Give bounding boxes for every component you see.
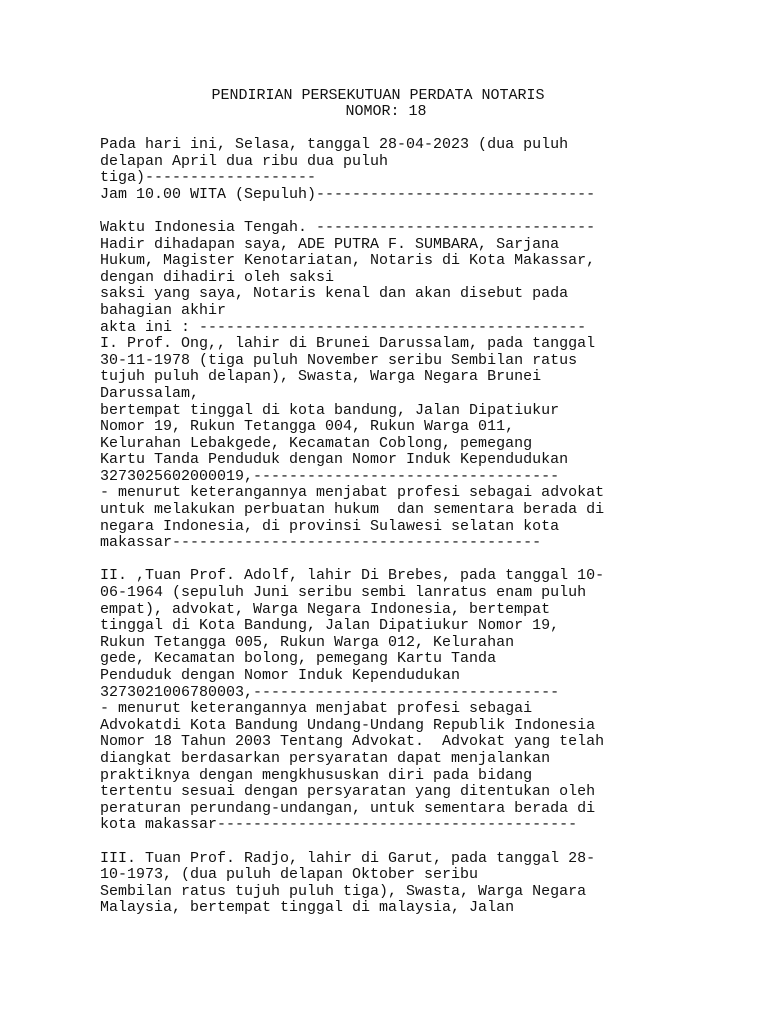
text-line: makassar----------------------------------------- [100, 534, 542, 552]
text-line: Kartu Tanda Penduduk dengan Nomor Induk Kependudukan [100, 451, 569, 469]
text-line: Nomor 19, Rukun Tetangga 004, Rukun Warga 011, [100, 418, 515, 436]
text-line: - menurut keterangannya menjabat profesi sebagai [100, 700, 533, 718]
document-number: NOMOR: 18 [345, 103, 427, 120]
text-line: Nomor 18 Tahun 2003 Tentang Advokat. Advokat yang telah [100, 733, 605, 751]
text-line: Hadir dihadapan saya, ADE PUTRA F. SUMBARA, Sarjana [100, 235, 560, 253]
text-line: III. Tuan Prof. Radjo, lahir di Garut, pada tanggal 28- [100, 849, 596, 867]
text-line: empat), advokat, Warga Negara Indonesia, bertempat [100, 600, 551, 618]
text-line: untuk melakukan perbuatan hukum dan sementara berada di [100, 501, 605, 519]
blank-line [100, 552, 760, 569]
text-line: Pada hari ini, Selasa, tanggal 28-04-2023 (dua puluh [100, 136, 569, 153]
text-line: bertempat tinggal di kota bandung, Jalan Dipatiukur [100, 401, 560, 419]
text-line: saksi yang saya, Notaris kenal dan akan disebut pada [100, 285, 569, 303]
text-line: 3273025602000019,---------------------------------- [100, 467, 560, 485]
text-line: negara Indonesia, di provinsi Sulawesi selatan kota [100, 517, 560, 535]
text-line: Kelurahan Lebakgede, Kecamatan Coblong, pemegang [100, 434, 533, 452]
text-line: Darussalam, [100, 384, 200, 402]
text-line: Advokatdi Kota Bandung Undang-Undang Republik Indonesia [100, 716, 596, 734]
text-line: akta ini : ------------------------------------------- [100, 318, 587, 336]
text-line: Malaysia, bertempat tinggal di malaysia, Jalan [100, 899, 515, 917]
text-line: dengan dihadiri oleh saksi [100, 268, 335, 286]
text-line: - menurut keterangannya menjabat profesi sebagai advokat [100, 484, 605, 502]
text-line: delapan April dua ribu dua puluh [100, 152, 389, 170]
text-line: Sembilan ratus tujuh puluh tiga), Swasta, Warga Negara [100, 882, 587, 900]
text-line: praktiknya dengan mengkhususkan diri pada bidang [100, 766, 533, 784]
document-body [100, 137, 760, 917]
text-line: Penduduk dengan Nomor Induk Kependudukan [100, 667, 461, 684]
text-line: diangkat berdasarkan persyaratan dapat menjalankan [100, 749, 551, 767]
text-line: 30-11-1978 (tiga puluh November seribu Sembilan ratus [100, 351, 578, 369]
text-line: bahagian akhir [100, 301, 227, 319]
text-line: 3273021006780003,---------------------------------- [100, 683, 560, 701]
text-line: kota makassar---------------------------------------- [100, 816, 578, 834]
text-line: 10-1973, (dua puluh delapan Oktober seribu [100, 866, 479, 884]
blank-line [100, 203, 760, 220]
text-line: Waktu Indonesia Tengah. ------------------------------- [100, 218, 596, 236]
text-line: 06-1964 (sepuluh Juni seribu sembi lanratus enam puluh [100, 584, 587, 602]
text-line: I. Prof. Ong,, lahir di Brunei Darussalam, pada tanggal [100, 335, 596, 353]
text-line: peraturan perundang-undangan, untuk sementara berada di [100, 799, 596, 817]
text-line: tujuh puluh delapan), Swasta, Warga Negara Brunei [100, 368, 542, 386]
text-line: tertentu sesuai dengan persyaratan yang ditentukan oleh [100, 783, 596, 801]
text-line: Rukun Tetangga 005, Rukun Warga 012, Kelurahan [100, 633, 515, 651]
text-line: Jam 10.00 WITA (Sepuluh)------------------------------- [100, 185, 596, 203]
blank-line [100, 834, 760, 851]
text-line: II. ,Tuan Prof. Adolf, lahir Di Brebes, pada tanggal 10- [100, 567, 605, 585]
text-line: tiga)------------------- [100, 169, 317, 187]
text-line: Hukum, Magister Kenotariatan, Notaris di Kota Makassar, [100, 252, 596, 270]
document-title: PENDIRIAN PERSEKUTUAN PERDATA NOTARIS [211, 87, 545, 104]
text-line: gede, Kecamatan bolong, pemegang Kartu Tanda [100, 650, 497, 668]
text-line: tinggal di Kota Bandung, Jalan Dipatiukur Nomor 19, [100, 617, 560, 635]
